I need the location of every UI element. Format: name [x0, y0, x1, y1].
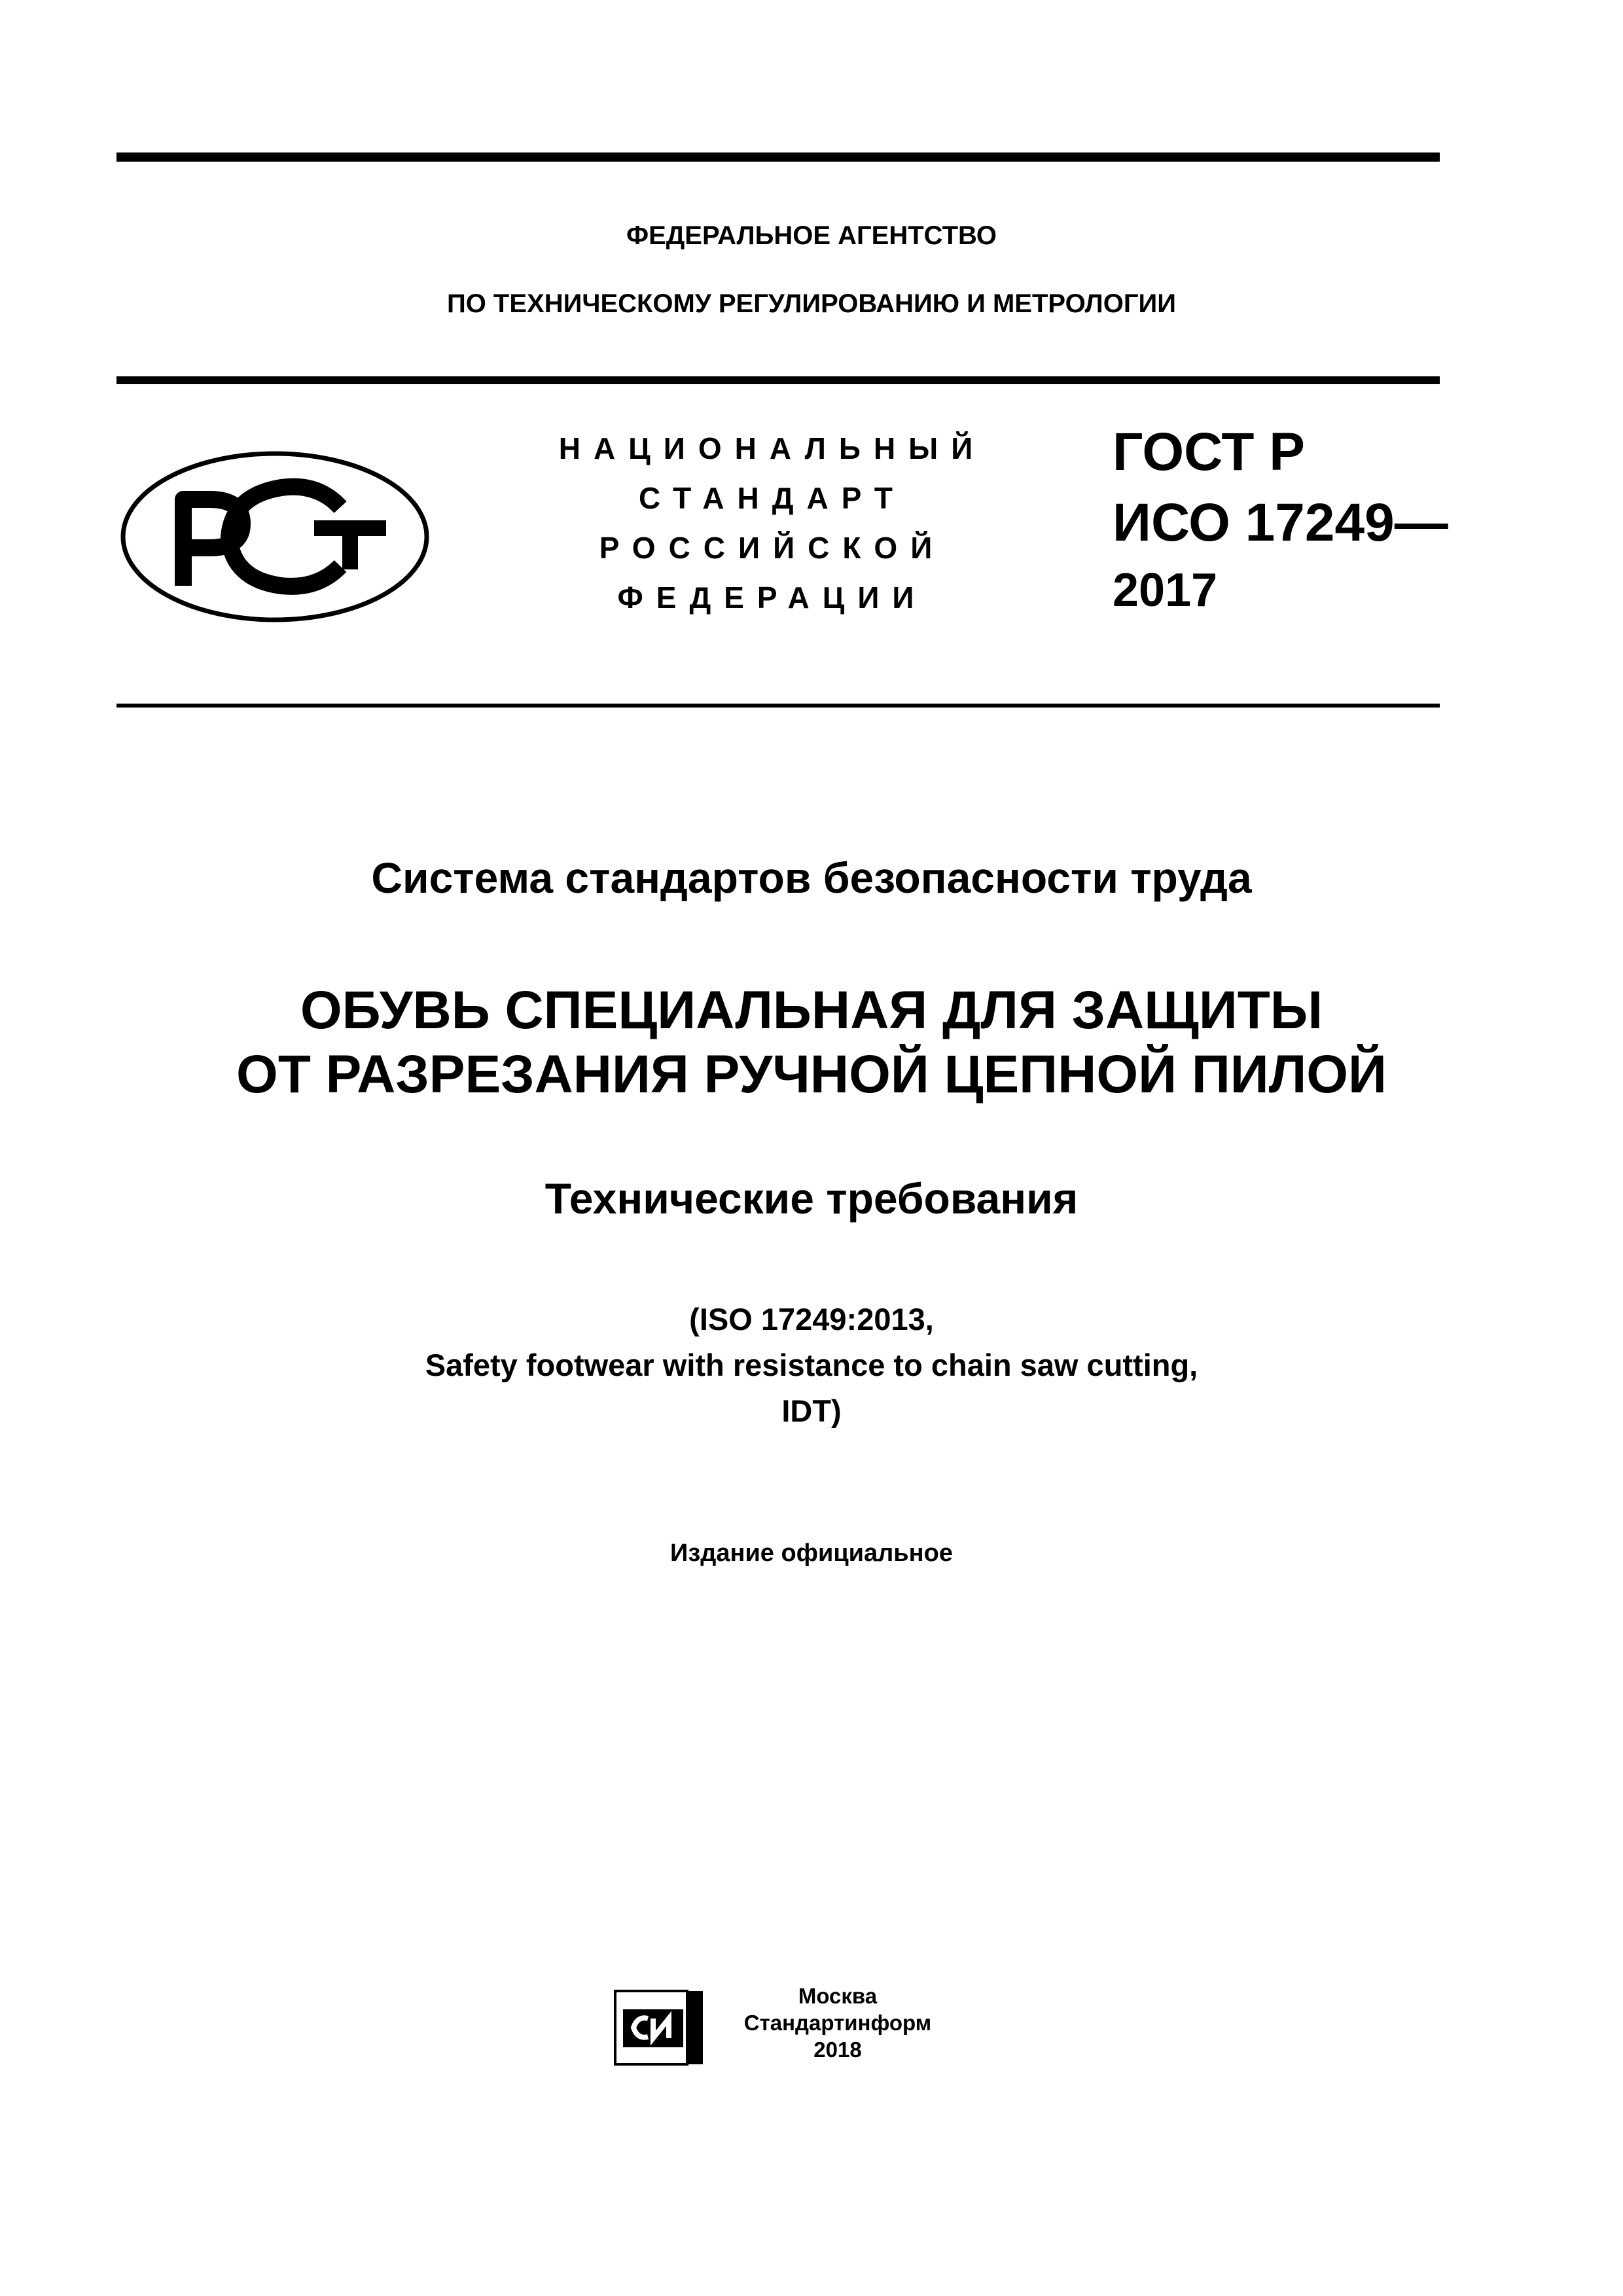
standard-type-line-4: ФЕДЕРАЦИИ — [617, 581, 927, 615]
series-title: Система стандартов безопасности труда — [371, 853, 1252, 902]
original-line-1: (ISO 17249:2013, — [689, 1302, 934, 1336]
rst-logo — [118, 448, 432, 625]
publisher-city: Москва — [798, 1984, 878, 2008]
edition-label: Издание официальное — [670, 1539, 953, 1567]
subtitle: Технические требования — [544, 1174, 1079, 1223]
publisher-logo — [614, 1990, 705, 2067]
header-thick-rule — [116, 376, 1440, 384]
standard-type-line-3: РОССИЙСКОЙ — [599, 531, 946, 565]
stroyinform-emblem-icon — [614, 1990, 705, 2067]
original-line-2: Safety footwear with resistance to chain saw cutting, — [425, 1348, 1198, 1382]
designation-line-1: ГОСТ Р — [1113, 422, 1305, 482]
agency-line-1: ФЕДЕРАЛЬНОЕ АГЕНТСТВО — [626, 221, 997, 250]
rst-emblem-icon — [118, 448, 432, 625]
publisher-name: Стандартинформ — [743, 2011, 932, 2035]
original-line-3: IDT) — [781, 1393, 842, 1428]
standard-type-line-1: НАЦИОНАЛЬНЫЙ — [558, 431, 986, 465]
designation-line-3: 2017 — [1113, 564, 1218, 617]
top-thick-rule — [116, 152, 1440, 162]
designation-line-2: ИСО 17249— — [1113, 493, 1448, 552]
main-title-line-1: ОБУВЬ СПЕЦИАЛЬНАЯ ДЛЯ ЗАЩИТЫ — [300, 980, 1323, 1040]
header-thin-rule — [116, 704, 1440, 708]
main-title-line-2: ОТ РАЗРЕЗАНИЯ РУЧНОЙ ЦЕПНОЙ ПИЛОЙ — [236, 1045, 1387, 1104]
standard-type-line-2: СТАНДАРТ — [639, 481, 906, 515]
agency-line-2: ПО ТЕХНИЧЕСКОМУ РЕГУЛИРОВАНИЮ И МЕТРОЛОГИИ — [446, 289, 1177, 318]
publisher-year: 2018 — [813, 2037, 862, 2062]
